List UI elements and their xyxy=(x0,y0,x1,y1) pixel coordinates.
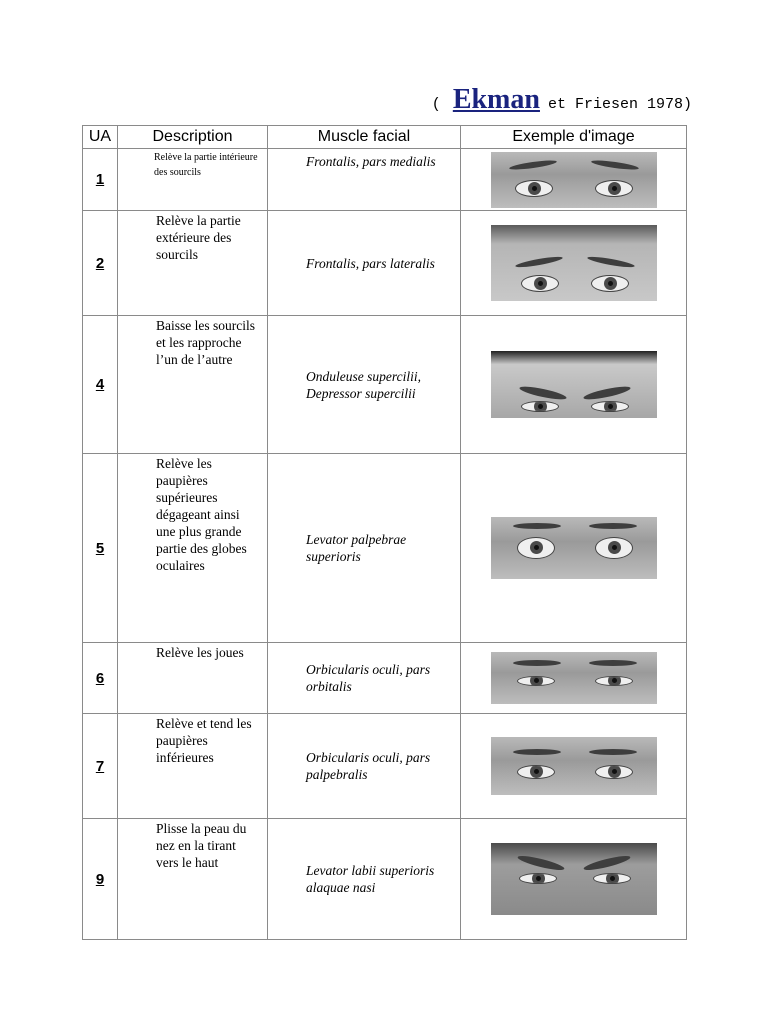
ua-description: Plisse la peau du nez en la tirant vers le haut xyxy=(118,819,268,940)
ua-muscle: Frontalis, pars medialis xyxy=(268,149,461,211)
eyes-lowered-brows-icon xyxy=(491,351,657,418)
ua-number: 9 xyxy=(83,819,118,940)
eyes-raised-outer-brows-icon xyxy=(491,225,657,301)
ua-muscle: Orbicularis oculi, pars orbitalis xyxy=(268,643,461,714)
ua-muscle: Levator palpebrae superioris xyxy=(268,454,461,643)
ua-number: 4 xyxy=(83,316,118,454)
ua-muscle: Onduleuse supercilii, Depressor supercilii xyxy=(268,316,461,454)
table-row xyxy=(83,149,687,211)
table-row xyxy=(83,643,687,714)
citation-author-link[interactable]: Ekman xyxy=(452,84,540,115)
ua-number: 1 xyxy=(83,149,118,211)
ua-description: Relève la partie intérieure des sourcils xyxy=(118,149,268,211)
ua-description: Relève les joues xyxy=(118,643,268,714)
header-muscle: Muscle facial xyxy=(268,126,461,149)
ua-description: Relève la partie extérieure des sourcils xyxy=(118,211,268,316)
eyes-wide-open-icon xyxy=(491,517,657,579)
ua-number: 6 xyxy=(83,643,118,714)
eyes-tightened-lids-icon xyxy=(491,737,657,795)
citation-open: ( xyxy=(431,96,441,113)
table-header-row xyxy=(83,126,687,149)
eyes-nose-wrinkle-icon xyxy=(491,843,657,915)
header-ua: UA xyxy=(83,126,118,149)
eyes-raised-inner-brows-icon xyxy=(491,152,657,208)
ua-muscle: Frontalis, pars lateralis xyxy=(268,211,461,316)
ua-muscle: Levator labii superioris alaquae nasi xyxy=(268,819,461,940)
ua-description: Baisse les sourcils et les rapproche l’un de l’autre xyxy=(118,316,268,454)
ua-number: 5 xyxy=(83,454,118,643)
ua-muscle: Orbicularis oculi, pars palpebralis xyxy=(268,714,461,819)
table-row xyxy=(83,714,687,819)
eyes-raised-cheeks-icon xyxy=(491,652,657,704)
action-units-table xyxy=(82,125,687,940)
citation xyxy=(432,84,692,116)
ua-number: 7 xyxy=(83,714,118,819)
header-image: Exemple d'image xyxy=(461,126,687,149)
header-description: Description xyxy=(118,126,268,149)
citation-rest: et Friesen 1978) xyxy=(547,96,692,113)
table-row xyxy=(83,819,687,940)
table-row xyxy=(83,454,687,643)
ua-description: Relève les paupières supérieures dégageant ainsi une plus grande partie des globes oculaires xyxy=(118,454,268,643)
table-row xyxy=(83,211,687,316)
ua-number: 2 xyxy=(83,211,118,316)
ua-description: Relève et tend les paupières inférieures xyxy=(118,714,268,819)
table-row xyxy=(83,316,687,454)
